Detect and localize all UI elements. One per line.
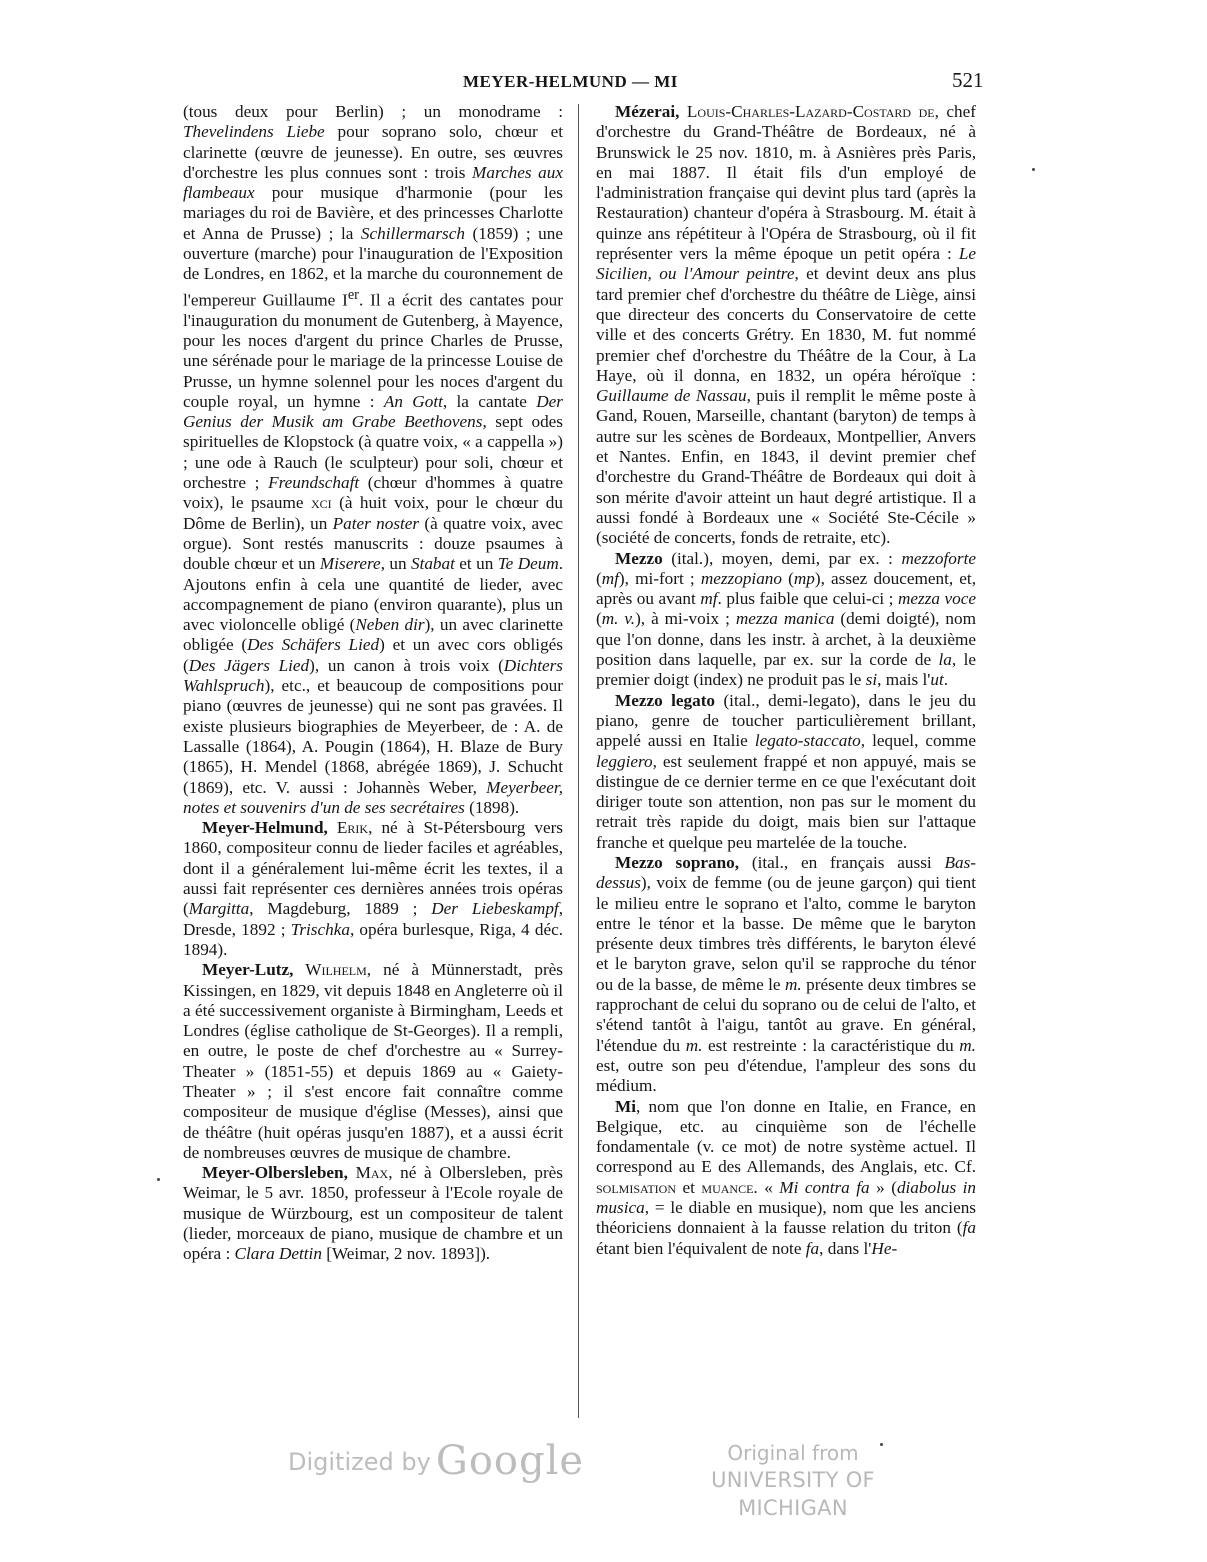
- entry-mezzo-soprano: Mezzo soprano, (ital., en français aussi Bas-dessus), voix de femme (ou de jeune garçon) qui tient le milieu entre le soprano et l'alto, comme le baryton entre le ténor et la basse. De même que le baryton présente deux timbres très différents, le baryton élevé et le baryton grave, selon qu'il se rapproche du ténor ou de la basse, de même le m. présente deux timbres se rapprochant de celui du soprano ou de celui de l'alto, et s'étend tantôt à l'aigu, tantôt au grave. En général, l'étendue du m. est restreinte : la caractéristique du m. est, outre son peu d'étendue, l'ampleur des sons du médium.: [596, 852, 977, 1096]
- left-column: [183, 102, 563, 1265]
- entry-mezerai: Mézerai, Louis-Charles-Lazard-Costard de, chef d'orchestre du Grand-Théâtre de Bordeaux, né à Brunswick le 25 nov. 1810, m. à Asnières près Paris, en mai 1887. Il était fils d'un employé de l'administration française qui devint plus tard (après la Restauration) chanteur d'opéra à Strasbourg. M. était à quinze ans répétiteur à l'Opéra de Strasbourg, où il fit représenter vers la même époque un petit opéra : Le Sicilien, ou l'Amour peintre, et devint deux ans plus tard premier chef d'orchestre du théâtre de Liège, ainsi que directeur des concerts du Conservatoire de cette ville et des concerts Grétry. En 1830, M. fut nommé premier chef d'orchestre du Théâtre de la Cour, à La Haye, où il donna, en 1832, un opéra héroïque : Guillaume de Nassau, puis il remplit le même poste à Gand, Rouen, Marseille, chantant (baryton) de temps à autre sur les scènes de Bordeaux, Montpellier, Anvers et Nantes. Enfin, en 1843, il devint premier chef d'orchestre du Grand-Théâtre de Bordeaux qui doit à son mérite d'avoir atteint un haut degré artistique. Il a aussi fondé à Bordeaux une « Société Ste-Cécile » (société de concerts, fonds de retraite, etc).: [596, 102, 977, 548]
- headword: Mézerai,: [615, 102, 680, 121]
- entry-meyerbeer-continuation: (tous deux pour Berlin) ; un monodrame : Thevelindens Liebe pour soprano solo, chœur et clarinette (œuvre de jeunesse). En outre, ses œuvres d'orchestre les plus connues sont : trois Marches aux flambeaux pour musique d'harmonie (pour les mariages du roi de Bavière, et des princesses Charlotte et Anna de Prusse) ; la Schillermarsch (1859) ; une ouverture (marche) pour l'inauguration de l'Exposition de Londres, en 1862, et la marche du couronnement de l'empereur Guillaume Ier. Il a écrit des cantates pour l'inauguration du monument de Gutenberg, à Mayence, pour les noces d'argent du prince Charles de Prusse, une sérénade pour le mariage de la princesse Louise de Prusse, un hymne solennel pour les noces d'argent du couple royal, un hymne : An Gott, la cantate Der Genius der Musik am Grabe Beethovens, sept odes spirituelles de Klopstock (à quatre voix, « a cappella ») ; une ode à Rauch (le sculpteur) pour soli, chœur et orchestre ; Freundschaft (chœur d'hommes à quatre voix), le psaume xci (à huit voix, pour le chœur du Dôme de Berlin), un Pater noster (à quatre voix, avec orgue). Sont restés manuscrits : douze psaumes à double chœur et un Miserere, un Stabat et un Te Deum. Ajoutons enfin à cela une quantité de lieder, avec accompagnement de piano (environ quarante), plus un avec violoncelle obligé (Neben dir), un avec clarinette obligée (Des Schäfers Lied) et un avec cors obligés (Des Jägers Lied), un canon à trois voix (Dichters Wahlspruch), etc., et beaucoup de compositions pour piano (œuvres de jeunesse) qui ne sont pas gravées. Il existe plusieurs biographies de Meyerbeer, de : A. de Lassalle (1864), A. Pougin (1864), H. Blaze de Bury (1865), H. Mendel (1868, abrégée 1869), J. Schucht (1869), etc. V. aussi : Johannès Weber, Meyerbeer, notes et souvenirs d'un de ses secrétaires (1898).: [183, 102, 564, 817]
- running-head: MEYER-HELMUND — MI: [463, 72, 678, 91]
- scan-speck: [1032, 168, 1035, 171]
- headword: Mi: [615, 1096, 636, 1116]
- headword: Mezzo legato: [615, 690, 716, 710]
- google-logo: Google: [435, 1438, 585, 1484]
- original-from-watermark: Original from UNIVERSITY OF MICHIGAN: [711, 1441, 875, 1520]
- column-divider: [578, 104, 579, 1418]
- headword: Mezzo: [615, 548, 663, 568]
- entry-meyer-lutz: Meyer-Lutz, Wilhelm, né à Münnerstadt, près Kissingen, en 1829, vit depuis 1848 en Angleterre où il a été successivement organiste à Birmingham, Leeds et Londres (église catholique de St-Georges). Il a rempli, en outre, le poste de chef d'orchestre au « Surrey-Theater » (1851-55) et depuis 1869 au « Gaiety-Theater » ; il s'est encore fait connaître comme compositeur de musique d'église (Messes), ainsi que de théâtre (huit opéras jusqu'en 1887), et a aussi écrit de nombreuses œuvres de musique de chambre.: [183, 960, 564, 1162]
- digitized-by-watermark: Digitized by Google: [288, 1438, 585, 1484]
- entry-mezzo-legato: Mezzo legato (ital., demi-legato), dans le jeu du piano, genre de toucher particulièrement brillant, appelé aussi en Italie legato-staccato, lequel, comme leggiero, est seulement frappé et non appuyé, mais se distingue de ce dernier terme en ce que l'exécutant doit diriger toute son attention, non pas sur le moment du retrait très rapide du doigt, mais bien sur l'attaque franche et quelque peu martelée de la touche.: [596, 690, 976, 852]
- entry-mezzo: Mezzo (ital.), moyen, demi, par ex. : mezzoforte (mf), mi-fort ; mezzopiano (mp), assez doucement, et, après ou avant mf. plus faible que celui-ci ; mezza voce (m. v.), à mi-voix ; mezza manica (demi doigté), nom que l'on donne, dans les instr. à archet, à la deuxième position dans laquelle, par ex. sur la corde de la, le premier doigt (index) ne produit pas le si, mais l'ut.: [596, 548, 977, 690]
- headword: Meyer-Helmund,: [202, 818, 328, 838]
- headword: Meyer-Lutz,: [202, 960, 294, 980]
- headword: Meyer-Olbersleben,: [202, 1163, 348, 1183]
- page-number: 521: [952, 68, 984, 92]
- right-column: [596, 102, 976, 1259]
- entry-meyer-olbersleben: Meyer-Olbersleben, Max, né à Olbersleben, près Weimar, le 5 avr. 1850, professeur à l'Ecole royale de musique de Würzbourg, est un compositeur de talent (lieder, morceaux de piano, musique de chambre et un opéra : Clara Dettin [Weimar, 2 nov. 1893]).: [183, 1163, 563, 1264]
- entry-mi: Mi, nom que l'on donne en Italie, en France, en Belgique, etc. au cinquième son de l'échelle fondamentale (v. ce mot) de notre système actuel. Il correspond au E des Allemands, des Anglais, etc. Cf. solmisation et muance. « Mi contra fa » (diabolus in musica, = le diable en musique), nom que les anciens théoriciens donnaient à la fausse relation du triton (fa étant bien l'équivalent de note fa, dans l'He-: [596, 1096, 977, 1258]
- headword: Mezzo soprano,: [615, 852, 740, 872]
- entry-meyer-helmund: Meyer-Helmund, Erik, né à St-Pétersbourg vers 1860, compositeur connu de lieder faciles et agréables, dont il a généralement lui-même écrit les textes, il a aussi fait représenter ces dernières années trois opéras (Margitta, Magdeburg, 1889 ; Der Liebeskampf, Dresde, 1892 ; Trischka, opéra burlesque, Riga, 4 déc. 1894).: [183, 818, 563, 959]
- scan-speck: [157, 1178, 160, 1181]
